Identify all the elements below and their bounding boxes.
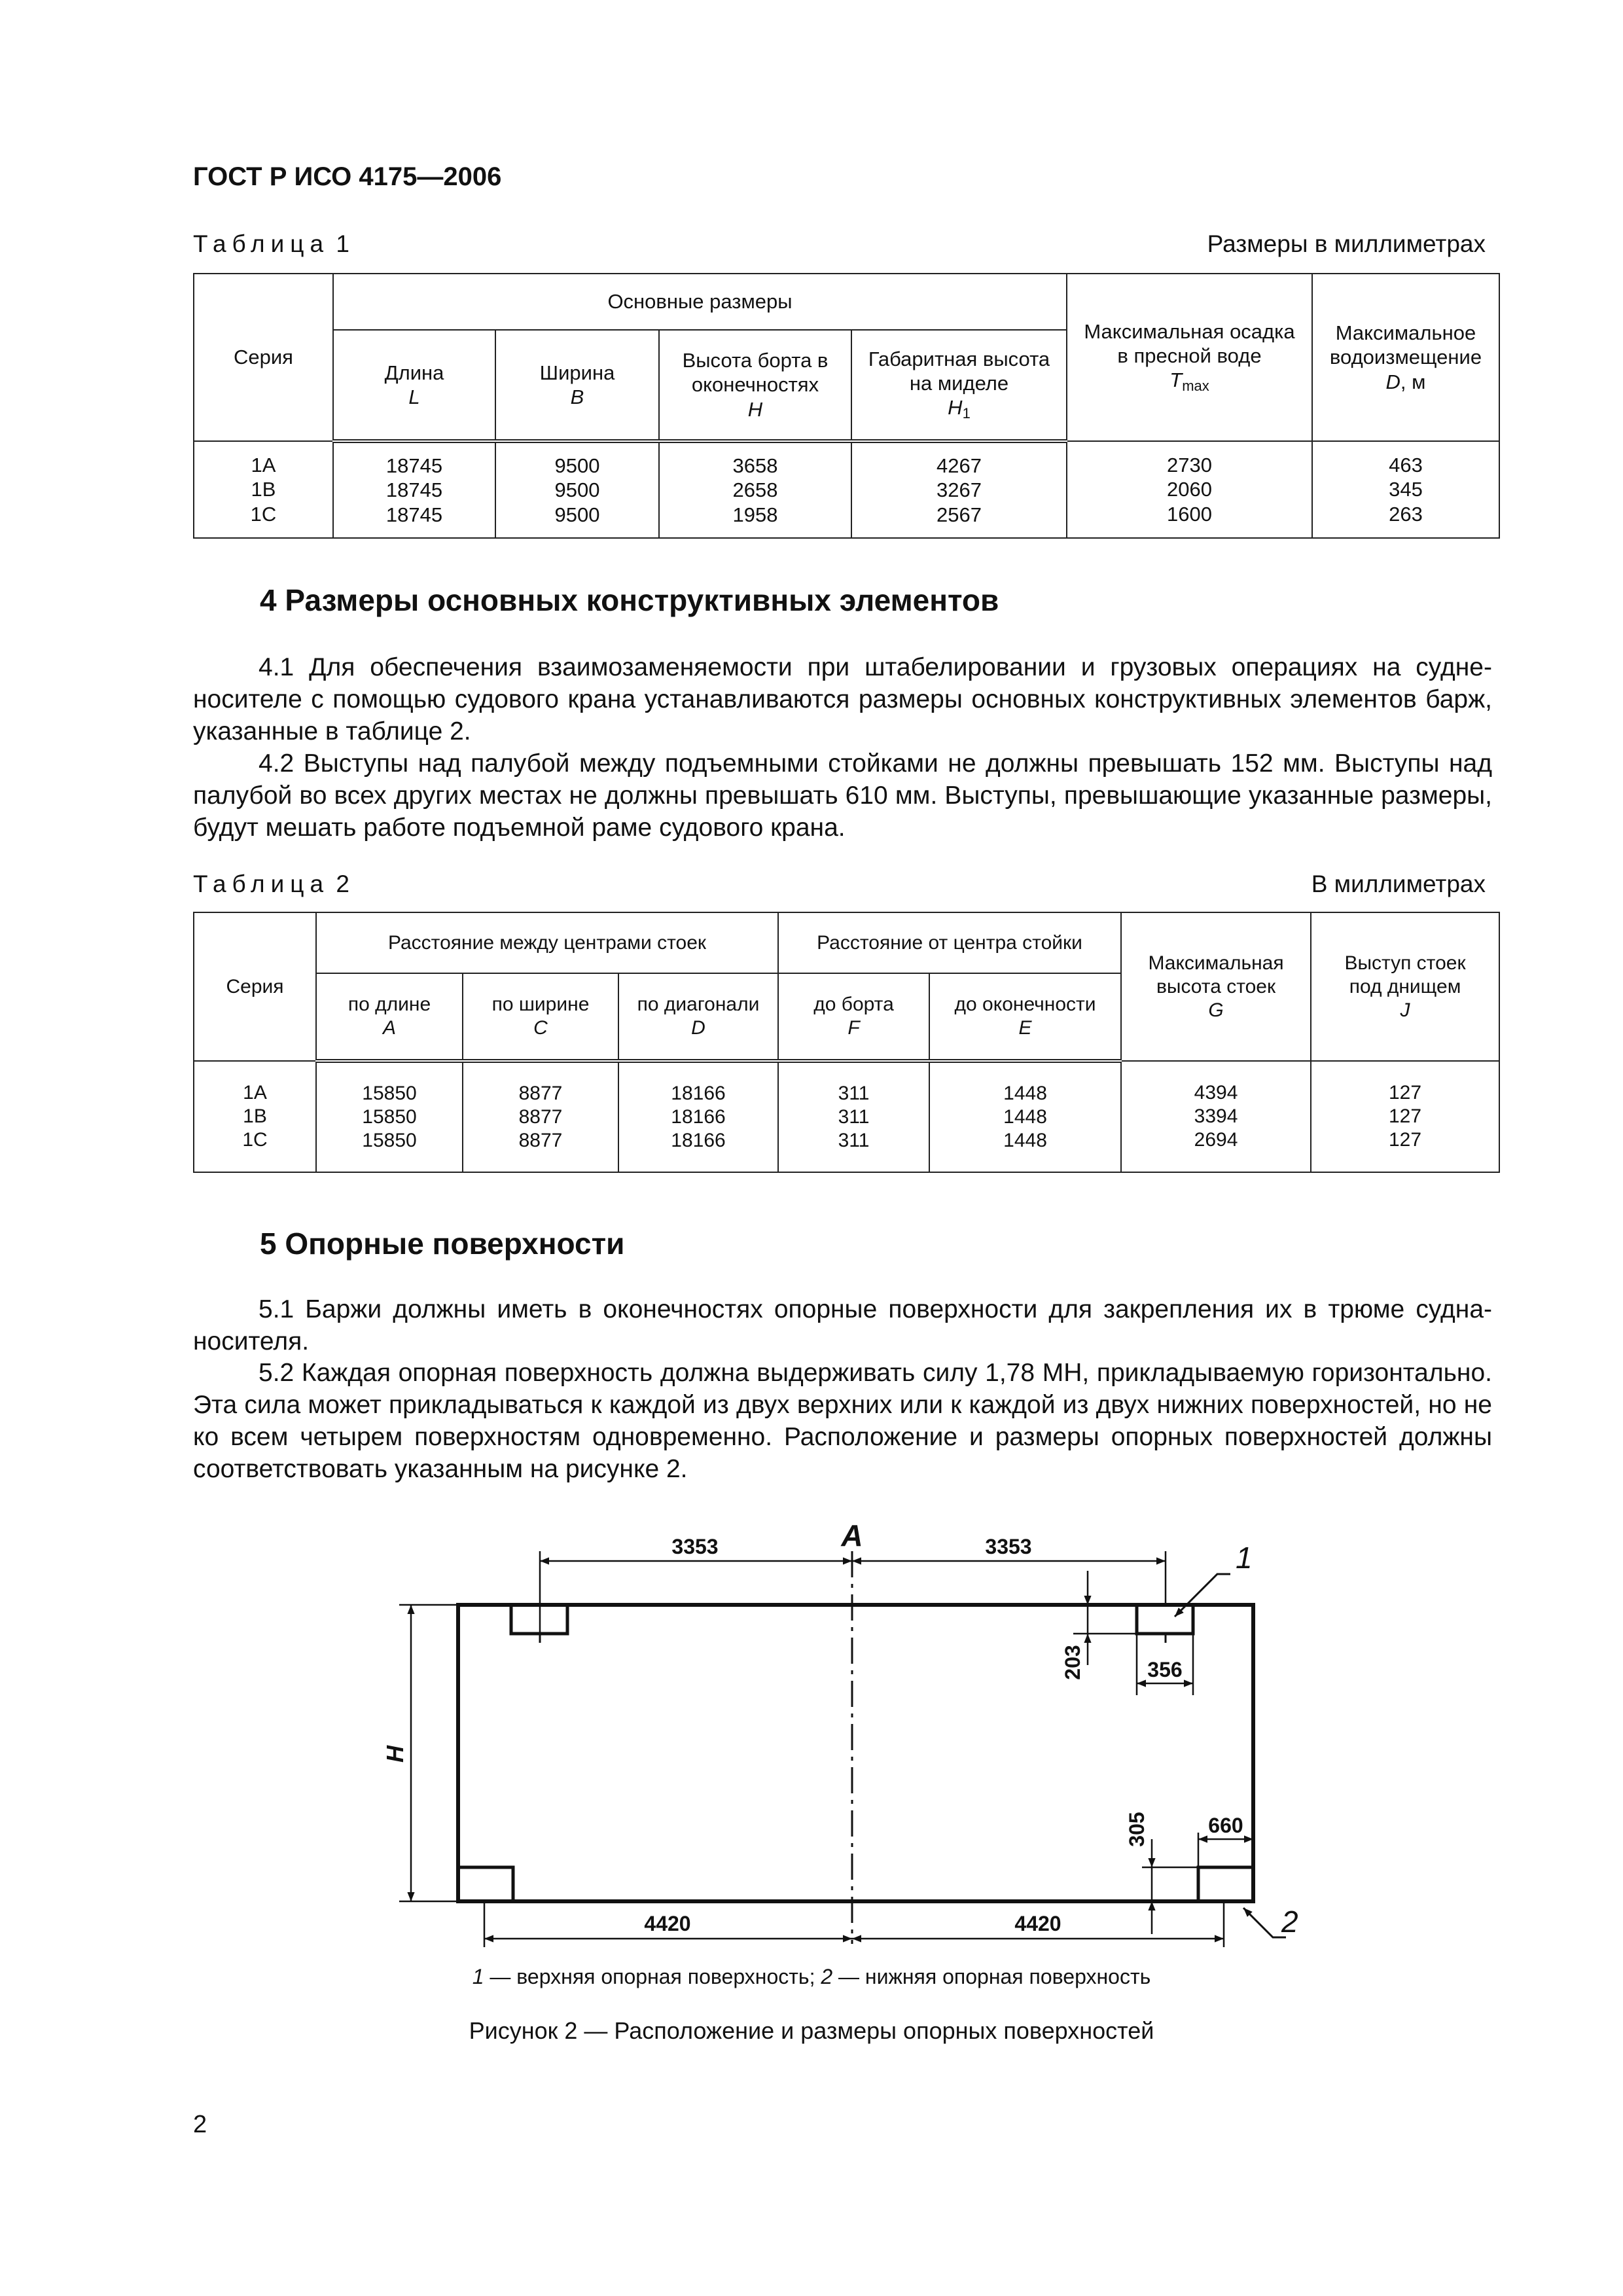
callout-1-leader — [1175, 1574, 1230, 1617]
figure2-legend: 1 — верхняя опорная поверхность; 2 — нижняя опорная поверхность — [472, 1965, 1151, 1988]
table2-header-diagonal: по диагонали D — [618, 973, 778, 1061]
table2-cell-series: 1A 1B 1C — [194, 1061, 316, 1172]
callout-2: 2 — [1281, 1905, 1298, 1939]
dim-text-4420-right: 4420 — [1014, 1912, 1061, 1935]
dim-text-203: 203 — [1061, 1645, 1084, 1680]
table1-cell-max-draft: 2730 2060 1600 — [1067, 441, 1312, 538]
section4-title: 4 Размеры основных конструктивных элементов — [260, 583, 999, 617]
table2-cell-to-end: 1448 1448 1448 — [929, 1061, 1121, 1172]
callout-2-leader — [1243, 1908, 1286, 1937]
table1-header-overall-height: Габаритная высота на миделе $H_1$ — [851, 330, 1067, 441]
figure-label-A: A — [841, 1518, 863, 1552]
table2-header-projection: Выступ стоек под днищем J — [1311, 912, 1499, 1061]
table2-cell-diagonal: 18166 18166 18166 — [618, 1061, 778, 1172]
figure2-caption: Рисунок 2 — Расположение и размеры опорных поверхностей — [469, 2017, 1154, 2044]
table2-unit: В миллиметрах — [1311, 870, 1486, 897]
table1-cell-length: 18745 18745 18745 — [333, 441, 495, 538]
lower-support-left — [458, 1867, 513, 1901]
document-header: ГОСТ Р ИСО 4175—2006 — [193, 162, 502, 191]
table1-unit: Размеры в миллиметрах — [1207, 230, 1486, 257]
table2-header-to-end: до оконечности E — [929, 973, 1121, 1061]
table1-cell-overall-height: 4267 3267 2567 — [851, 441, 1067, 538]
table1-header-main-dimensions: Основные размеры — [333, 274, 1067, 330]
table1-cell-series: 1A 1B 1C — [194, 441, 333, 538]
dim-text-3353-left: 3353 — [671, 1535, 719, 1558]
table2-header-distance-from-center: Расстояние от центра стойки — [778, 912, 1121, 973]
table2-header-max-stanchion-height: Максимальная высота стоек G — [1121, 912, 1311, 1061]
table2-header-series: Серия — [194, 912, 316, 1061]
page-number: 2 — [193, 2111, 207, 2138]
dim-text-H: H — [382, 1746, 408, 1763]
barge-outline — [458, 1605, 1253, 1901]
callout-1: 1 — [1236, 1541, 1253, 1575]
upper-support-right — [1137, 1605, 1193, 1634]
lower-support-right — [1198, 1867, 1253, 1901]
section4-paragraph-2: 4.2 Выступы над палубой между подъемными стойками не должны превышать 152 мм. Выступы над палубой во всех других местах не должны превышать 610 мм. Выступы, превышающие указанные размеры, будут мешать работе подъемной раме судового крана. — [193, 749, 1492, 842]
table2-header-along-length: по длине A — [316, 973, 463, 1061]
table1-header-max-draft: Максимальная осадка в пресной воде $T_{max}$ — [1067, 274, 1312, 441]
table1-caption-number: 1 — [336, 230, 349, 257]
table2-caption-number: 2 — [336, 870, 349, 897]
table2-cell-max-stanchion-height: 4394 3394 2694 — [1121, 1061, 1311, 1172]
table1-header-width: Ширина B — [495, 330, 659, 441]
table1-header-series: Серия — [194, 274, 333, 441]
section4-paragraph-1: 4.1 Для обеспечения взаимозаменяемости при штабелировании и грузовых операциях на судне-носителе с помощью судового крана устанавливаются размеры основных конструктивных элементов барж, указанные в таблице 2. — [193, 653, 1492, 745]
section5-paragraph-2: 5.2 Каждая опорная поверхность должна выдерживать силу 1,78 МН, прикладываемую горизонтально. Эта сила может прикладываться к каждой из двух верхних или к каждой из двух нижних поверхностей, но не ко всем четырем поверхностям одновременно. Расположение и размеры опорных поверхностей должны соответствовать указанным на рисунке 2. — [193, 1359, 1492, 1483]
dim-text-356: 356 — [1147, 1658, 1183, 1681]
table2-cell-along-length: 15850 15850 15850 — [316, 1061, 463, 1172]
table1-header-side-height: Высота борта в оконечностях H — [659, 330, 851, 441]
table2-cell-projection: 127 127 127 — [1311, 1061, 1499, 1172]
table2-header-along-width: по ширине C — [463, 973, 618, 1061]
table2-caption-word: Таблица — [193, 870, 330, 897]
table1-header-length: Длина L — [333, 330, 495, 441]
table1-caption-word: Таблица — [193, 230, 330, 257]
dim-text-660: 660 — [1208, 1814, 1243, 1837]
table2-cell-along-width: 8877 8877 8877 — [463, 1061, 618, 1172]
section5-title: 5 Опорные поверхности — [260, 1227, 625, 1261]
table1-cell-max-displacement: 463 345 263 — [1312, 441, 1499, 538]
table2-header-center-distance: Расстояние между центрами стоек — [316, 912, 778, 973]
dim-text-305: 305 — [1125, 1812, 1149, 1847]
section5-paragraph-1: 5.1 Баржи должны иметь в оконечностях опорные поверхности для закрепления их в трюме судна-носителя. — [193, 1295, 1492, 1355]
table2-cell-to-side: 311 311 311 — [778, 1061, 929, 1172]
table1-cell-side-height: 3658 2658 1958 — [659, 441, 851, 538]
table2-header-to-side: до борта F — [778, 973, 929, 1061]
table1-header-max-displacement: Максимальное водоизмещение D, м — [1312, 274, 1499, 441]
dim-text-3353-right: 3353 — [985, 1535, 1032, 1558]
table1-cell-width: 9500 9500 9500 — [495, 441, 659, 538]
dim-text-4420-left: 4420 — [644, 1912, 691, 1935]
